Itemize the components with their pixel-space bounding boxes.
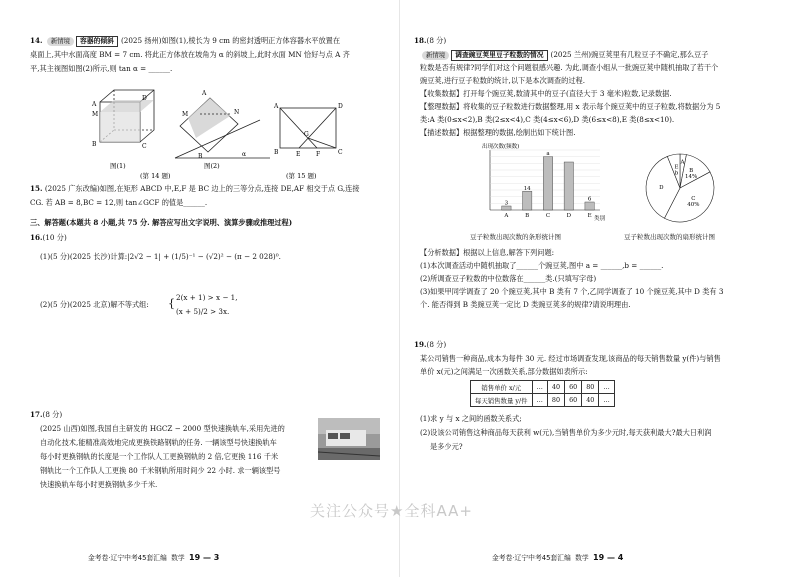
label-B2: B [198,153,203,160]
q17-heading: 17.(8 分) [30,410,63,419]
q17-line4: 钢轨比一个工作队人工更换 80 千米钢轨所用时间少 22 小时. 求一辆该型号 [40,466,281,475]
pie-slice-label: C [691,196,696,203]
table-cell: 60 [565,381,582,394]
q18-sub1: (1)本次调查活动中随机抽取了______个豌豆荚,图中 a = ______,b = ______. [420,261,664,270]
q16-part1: (1)(5 分)(2025 长沙)计算:|2√2 − 1| + (1/5)⁻¹ − (√2)² − (π − 2 028)⁰. [40,252,281,261]
q18-heading: 18.(8 分) [414,36,447,45]
table-cell: 40 [582,394,599,407]
table-cell: 80 [547,394,564,407]
label-B3: B [274,149,279,156]
table-cell: … [532,381,547,394]
right-footer: 金考卷·辽宁中考45套汇编 数学 19 — 4 [492,553,624,562]
q14-line2: 桌面上,其中水面高度 BM = 7 cm. 将此正方体放在坡角为 α 的斜坡上,此时水面 MN 恰好与点 A 齐 [30,50,350,59]
label-A2: A [202,90,207,97]
q19-table [470,380,615,407]
bar-tick-label: D [566,213,572,219]
label-G3: G [304,131,309,138]
label-D: D [142,95,147,102]
pie-slice-label: b [674,170,679,177]
pie-slice-label: B [689,167,694,174]
pie-slices [646,154,714,222]
q16-part2-lead: (2)(5 分)(2025 北京)解不等式组: [40,300,149,309]
table-cell: 40 [547,381,564,394]
q19-heading: 19.(8 分) [414,340,447,349]
q14-q15-figures [80,80,350,180]
bar-tick-label: E [587,213,592,219]
table-row [471,394,615,407]
table-row [471,381,615,394]
q18-sub3a: (3)如果甲同学调查了 20 个豌豆荚,其中 B 类有 7 个,乙同学调查了 10 个豌豆荚,其中 D 类有 3 [420,287,724,296]
bar-value-label: 3 [504,200,509,207]
pie-slice-label: A [680,159,685,166]
rectangle-figure [280,108,336,148]
label-alpha: α [242,151,247,158]
bar-value-label: 14 [523,185,531,192]
label-M: M [92,111,99,118]
label-B: B [92,141,97,148]
q19-intro2: 单价 x(元)之间满足一次函数关系,部分数据如表所示: [420,367,588,376]
q18-sub2: (2)所调查豆子粒数的中位数落在______类.(只填写字母) [420,274,597,283]
q19-intro1: 某公司销售一种商品,成本为每件 30 元. 经过市场调查发现,该商品的每天销售数量 y(件)与销售 [420,354,721,363]
bar-tick-label: C [545,213,551,219]
label-C3: C [338,149,343,156]
q14-line1: 14. 新情境 容器的倾斜 (2025 扬州)如图(1),棱长为 9 cm 的密封透明正方体容器水平放置在 [30,36,341,45]
label-A: A [92,101,97,108]
brace-icon: { [168,297,175,310]
bar-E [585,202,594,210]
fig2-caption: 图(2) [204,162,220,170]
label-E3: E [296,151,301,158]
table-cell: 销售单价 x/元 [471,381,533,394]
label-M2: M [182,111,189,118]
pie-slice-label: 14% [684,173,698,180]
bar-D [564,162,573,210]
label-C: C [142,143,147,150]
bar-chart-ylabel: 出现次数(频数) [482,144,520,150]
q18-intro3: 豌豆荚,进行豆子粒数的统计,以下是本次调查的过程. [420,76,585,85]
q18-organize1: 【整理数据】将收集的豆子粒数进行数据整理,用 x 表示每个豌豆荚中的豆子粒数,将数据分为 5 [420,102,721,111]
q14-figure-label: (第 14 题) [140,172,171,180]
q16-eq2: (x + 5)/2 > 3x. [176,307,230,316]
bar-C [543,157,552,210]
bar-value-label: a [546,151,550,158]
q14-topic-title: 容器的倾斜 [76,36,118,47]
label-F3: F [316,151,321,158]
bar-tick-label: B [525,213,530,219]
q15-line2: CG. 若 AB = 8,BC = 12,则 tan∠GCF 的值是______. [30,198,208,207]
pie-chart-title: 豆子粒数出现次数的扇形统计图 [624,233,715,241]
q18-analyze: 【分析数据】根据以上信息,解答下列问题: [420,248,555,257]
label-A3: A [274,103,279,110]
right-page [400,0,800,577]
q18-topic-title: 调查豌豆荚里豆子粒数的情况 [451,50,547,61]
bar-A [502,206,511,210]
q18-sub3b: 个. 能否得到 B 类豌豆荚一定比 D 类豌豆荚多的规律?请说明理由. [420,300,631,309]
table-cell: … [532,394,547,407]
q17-line2: 自动化技术,能精准高效地完成更换铁路钢轨的任务. 一辆该型号快速换轨车 [40,438,277,447]
q19-sub2b: 是多少元? [430,442,463,451]
q15-figure-label: (第 15 题) [286,172,317,180]
left-footer: 金考卷·辽宁中考45套汇编 数学 19 — 3 [88,553,220,562]
pie-slice-label: D [659,185,664,192]
section-3-heading: 三、解答题(本题共 8 小题,共 75 分. 解答应写出文字说明、演算步骤或推理过程) [30,218,293,227]
label-D3: D [338,103,343,110]
bar-chart-title: 豆子粒数出现次数的条形统计图 [470,233,561,241]
bar-value-label: 6 [587,196,592,203]
table-cell: 80 [582,381,599,394]
q14-line3: 平,其主视图如图(2)所示,则 tan α = ______. [30,64,173,73]
q16-eq1: 2(x + 1) > x − 1, [176,293,238,302]
q18-organize2: 类:A 类(0≤x<2),B 类(2≤x<4),C 类(4≤x<6),D 类(6≤x<8),E 类(8≤x<10). [420,115,675,124]
q17-line5: 快速换轨车每小时更换钢轨多少千米. [40,480,158,489]
table-cell: 60 [565,394,582,407]
pie-slice-label: E [674,164,679,171]
table-cell: … [599,381,614,394]
pie-slice-label: 40% [687,202,700,209]
fig1-caption: 图(1) [110,162,126,170]
q19-sub1: (1)求 y 与 x 之间的函数关系式; [420,414,522,423]
q16-heading: 16.(10 分) [30,233,67,242]
tilted-cube-figure [175,98,270,158]
watermark: 关注公众号★全科AA+ [310,502,473,520]
bar-chart-xlabel: 类别 [594,216,606,222]
q18-intro1: 新情境 调查豌豆荚里豆子粒数的情况 (2025 兰州)豌豆荚里有几粒豆子不确定,那么豆子 [420,50,708,61]
new-context-tag-2: 新情境 [422,51,449,60]
label-N2: N [234,109,240,116]
q18-intro2: 粒数是否有规律?同学们对这个问题很感兴趣. 为此,调查小组从一批豌豆荚中随机抽取了若干个 [420,63,719,72]
bar-tick-label: A [504,213,509,219]
bar-marks [502,151,595,219]
table-cell: 每天销售数量 y/件 [471,394,533,407]
q15-line1: 15. (2025 广东改编)如图,在矩形 ABCD 中,E,F 是 BC 边上的三等分点,连接 DE,AF 相交于点 G,连接 [30,184,360,193]
q17-line3: 每小时更换钢轨的长度是一个工作队人工更换钢轨的 2 倍,它更换 116 千米 [40,452,279,461]
pie-chart [640,148,720,228]
bar-chart [480,140,610,230]
q17-line1: (2025 山西)如图,我国自主研发的 HGCZ − 2000 型快速换轨车,采用先进的 [40,424,285,433]
rail-vehicle-photo [318,418,380,460]
q18-describe: 【描述数据】根据整理的数据,绘制出如下统计图. [420,128,576,137]
q19-sub2a: (2)设该公司销售这种商品每天获利 w(元),当销售单价为多少元时,每天获利最大?最大日利润 [420,428,712,437]
new-context-tag: 新情境 [47,37,74,46]
q18-collect: 【收集数据】打开每个豌豆荚,数清其中的豆子(直径大于 3 毫米)粒数,记录数据. [420,89,672,98]
bar-B [523,191,532,210]
table-cell: … [599,394,614,407]
